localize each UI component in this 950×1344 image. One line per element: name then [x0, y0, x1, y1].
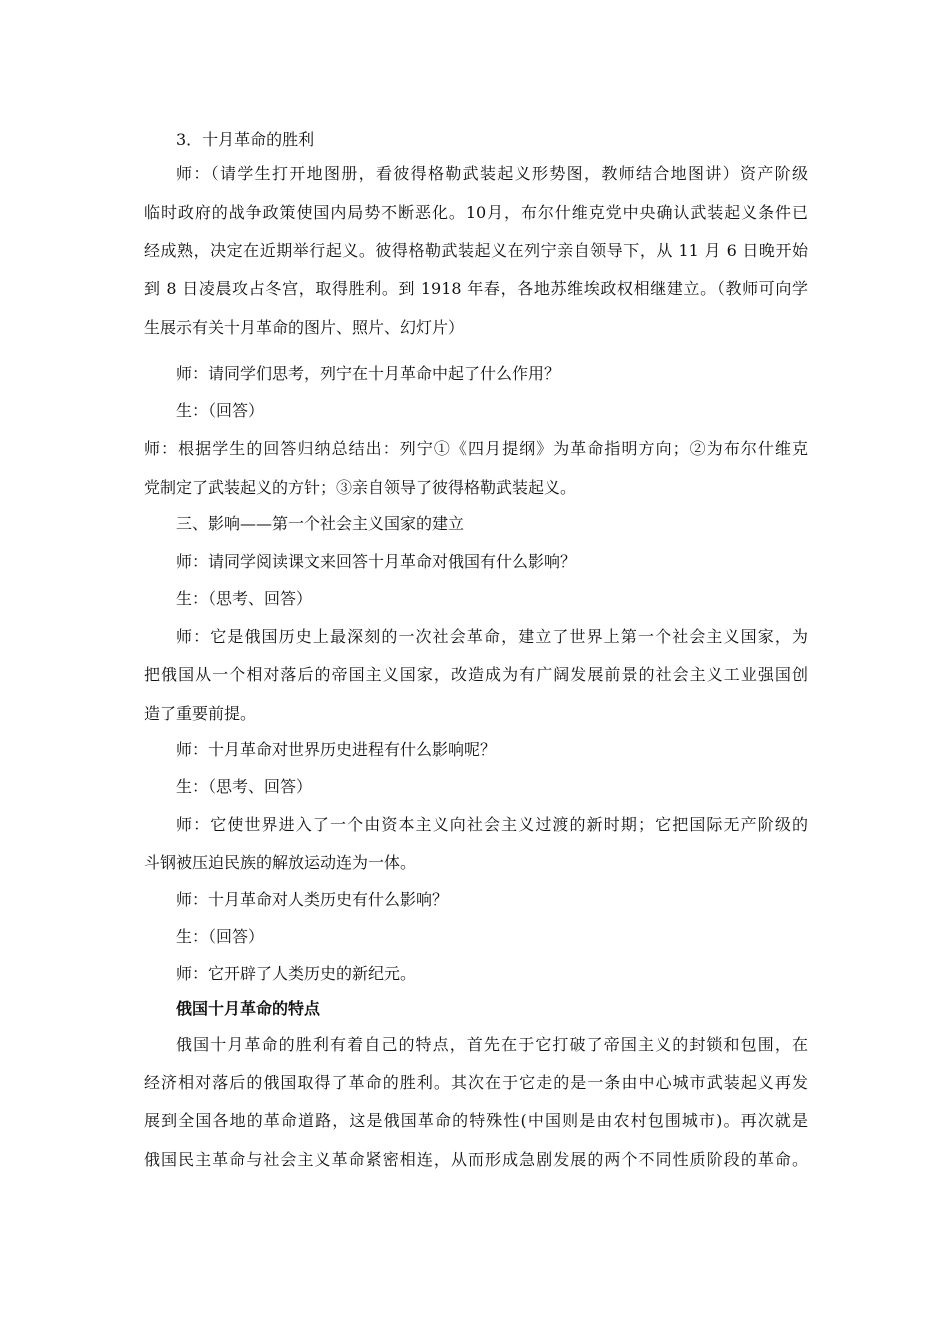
- paragraph-line: 斗钢被压迫民族的解放运动连为一体。: [144, 853, 417, 872]
- paragraph-line: 临时政府的战争政策使国内局势不断恶化。10月，布尔什维克党中央确认武装起义条件已: [144, 203, 808, 222]
- paragraph-line: 生展示有关十月革命的图片、照片、幻灯片）: [144, 318, 465, 337]
- student-answer: 生：（思考、回答）: [176, 777, 313, 796]
- student-answer: 生：（思考、回答）: [176, 589, 313, 608]
- teacher-question: 师：请同学阅读课文来回答十月革命对俄国有什么影响？: [176, 552, 577, 571]
- section-heading-characteristics: 俄国十月革命的特点: [176, 999, 321, 1018]
- teacher-statement: 师：它开辟了人类历史的新纪元。: [176, 964, 417, 983]
- paragraph-line: 到 8 日凌晨攻占冬宫，取得胜利。到 1918 年春，各地苏维埃政权相继建立。（教师可向学: [144, 279, 808, 298]
- teacher-question: 师：十月革命对人类历史有什么影响？: [176, 890, 449, 909]
- paragraph-line: 师：它是俄国历史上最深刻的一次社会革命，建立了世界上第一个社会主义国家，为: [176, 627, 808, 646]
- paragraph-line: 师：（请学生打开地图册，看彼得格勒武装起义形势图，教师结合地图讲）资产阶级: [176, 164, 808, 183]
- paragraph-line: 师：根据学生的回答归纳总结出：列宁①《四月提纲》为革命指明方向；②为布尔什维克: [144, 439, 808, 458]
- paragraph-line: 经济相对落后的俄国取得了革命的胜利。其次在于它走的是一条由中心城市武装起义再发: [144, 1073, 808, 1092]
- section-heading-impact: 三、影响——第一个社会主义国家的建立: [176, 514, 465, 533]
- teacher-question: 师：十月革命对世界历史进程有什么影响呢？: [176, 740, 497, 759]
- paragraph-line: 俄国民主革命与社会主义革命紧密相连，从而形成急剧发展的两个不同性质阶段的革命。: [144, 1150, 808, 1169]
- paragraph-line: 师：它使世界进入了一个由资本主义向社会主义过渡的新时期；它把国际无产阶级的: [176, 815, 808, 834]
- student-answer: 生：（回答）: [176, 401, 265, 420]
- paragraph-line: 党制定了武装起义的方针；③亲自领导了彼得格勒武装起义。: [144, 478, 577, 497]
- paragraph-line: 展到全国各地的革命道路，这是俄国革命的特殊性(中国则是由农村包围城市)。再次就是: [144, 1111, 808, 1130]
- paragraph-line: 把俄国从一个相对落后的帝国主义国家，改造成为有广阔发展前景的社会主义工业强国创: [144, 665, 808, 684]
- student-answer: 生：（回答）: [176, 927, 265, 946]
- paragraph-line: 造了重要前提。: [144, 704, 257, 723]
- teacher-question: 师：请同学们思考，列宁在十月革命中起了什么作用？: [176, 364, 561, 383]
- paragraph-line: 俄国十月革命的胜利有着自己的特点，首先在于它打破了帝国主义的封锁和包围，在: [176, 1035, 808, 1054]
- section-heading-october-revolution-victory: 3．十月革命的胜利: [176, 130, 315, 149]
- paragraph-line: 经成熟，决定在近期举行起义。彼得格勒武装起义在列宁亲自领导下，从 11 月 6 日晚开始: [144, 241, 808, 260]
